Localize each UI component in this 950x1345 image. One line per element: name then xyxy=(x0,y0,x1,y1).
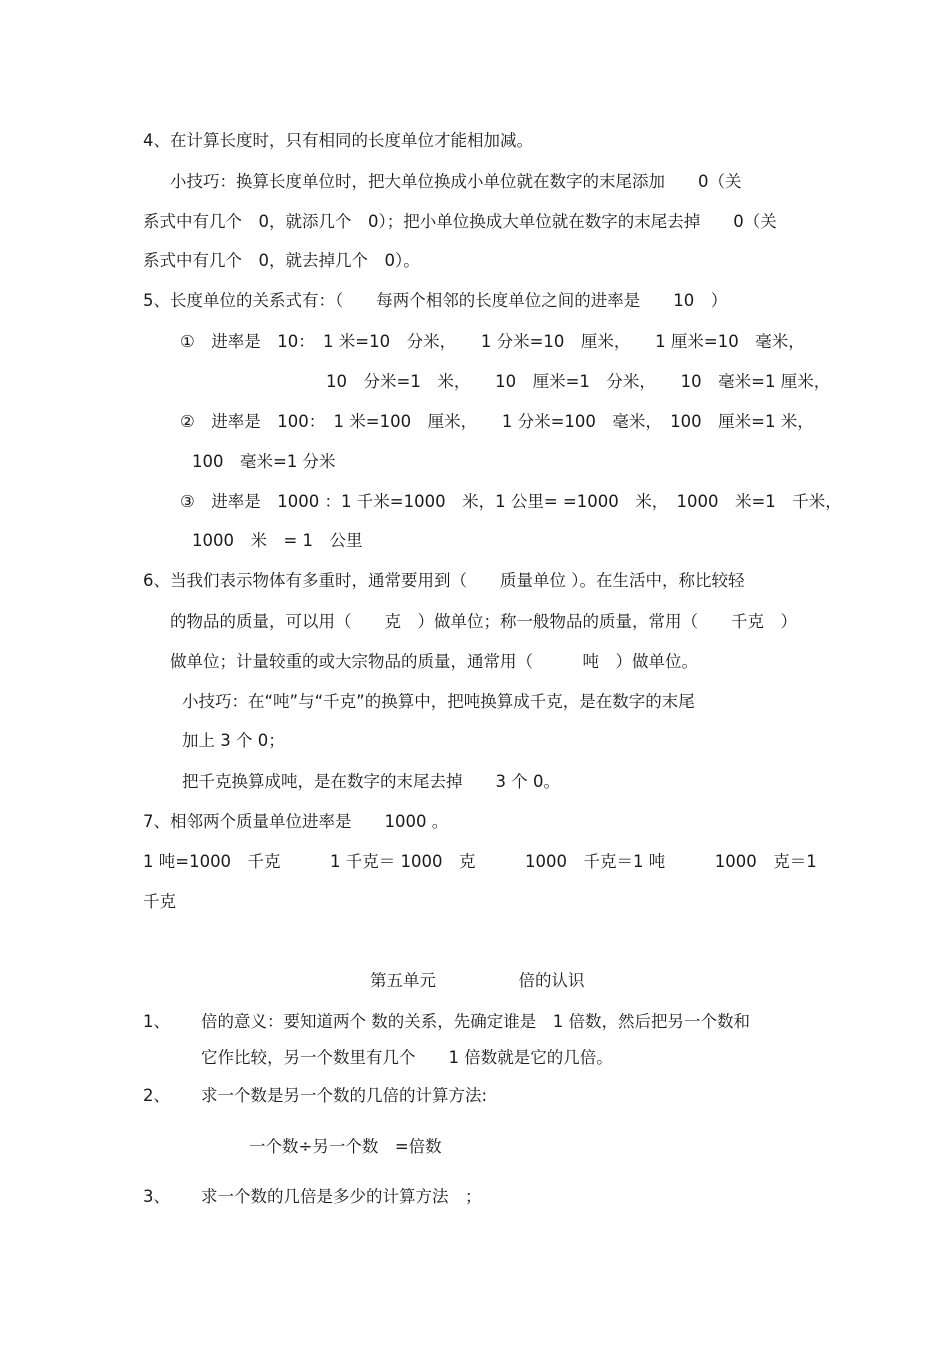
item-1-meaning-line-2: 它作比较，另一个数里有几个 1 倍数就是它的几倍。 xyxy=(201,1048,613,1067)
tip-length-conversion-line-1: 小技巧：换算长度单位时，把大单位换成小单位就在数字的末尾添加 0（关 xyxy=(170,172,742,191)
mass-relations-line-2: 千克 xyxy=(143,892,176,911)
item-2-number: 2、 xyxy=(143,1086,170,1105)
item-4-length-units-same: 4、在计算长度时，只有相同的长度单位才能相加减。 xyxy=(143,131,533,150)
tip-ton-kg-line-1: 小技巧：在“吨”与“千克”的换算中，把吨换算成千克，是在数字的末尾 xyxy=(182,692,695,711)
tip-kg-ton-line: 把千克换算成吨，是在数字的末尾去掉 3 个 0。 xyxy=(182,772,560,791)
rate-1000-line-2: 1000 米 = 1 公里 xyxy=(192,531,363,550)
mass-relations-line-1: 1 吨=1000 千克 1 千克＝ 1000 克 1000 千克＝1 吨 1000 克＝1 xyxy=(143,852,817,871)
item-3-method: 求一个数的几倍是多少的计算方法 ； xyxy=(201,1187,482,1206)
item-1-number: 1、 xyxy=(143,1012,170,1031)
rate-100-line-1: ② 进率是 100： 1 米=100 厘米， 1 分米=100 毫米， 100 厘米=1 米， xyxy=(180,412,814,431)
unit-5-heading: 第五单元 倍的认识 xyxy=(370,971,585,990)
item-5-length-relations: 5、长度单位的关系式有：（ 每两个相邻的长度单位之间的进率是 10 ） xyxy=(143,291,728,310)
tip-length-conversion-line-2: 系式中有几个 0，就添几个 0）；把小单位换成大单位就在数字的末尾去掉 0（关 xyxy=(143,212,777,231)
item-6-mass-units-line-3: 做单位；计量较重的或大宗物品的质量，通常用（ 吨 ）做单位。 xyxy=(170,652,698,671)
tip-length-conversion-line-3: 系式中有几个 0，就去掉几个 0）。 xyxy=(143,251,420,270)
item-2-formula: 一个数÷另一个数 =倍数 xyxy=(249,1137,442,1156)
tip-ton-kg-line-2: 加上 3 个 0； xyxy=(182,731,285,750)
item-7-mass-rate: 7、相邻两个质量单位进率是 1000 。 xyxy=(143,812,449,831)
item-2-method: 求一个数是另一个数的几倍的计算方法: xyxy=(201,1086,488,1105)
item-6-mass-units-line-2: 的物品的质量，可以用（ 克 ）做单位；称一般物品的质量，常用（ 千克 ） xyxy=(170,612,797,631)
item-3-number: 3、 xyxy=(143,1187,170,1206)
rate-100-line-2: 100 毫米=1 分米 xyxy=(192,452,336,471)
item-1-meaning-line-1: 倍的意义：要知道两个 数的关系，先确定谁是 1 倍数，然后把另一个数和 xyxy=(201,1012,750,1031)
rate-10-line-2: 10 分米=1 米， 10 厘米=1 分米， 10 毫米=1 厘米， xyxy=(326,372,831,391)
item-6-mass-units-line-1: 6、当我们表示物体有多重时，通常要用到（ 质量单位 ）。在生活中，称比较轻 xyxy=(143,571,745,590)
rate-10-line-1: ① 进率是 10： 1 米=10 分米， 1 分米=10 厘米， 1 厘米=10 毫米， xyxy=(180,332,805,351)
rate-1000-line-1: ③ 进率是 1000 ：1 千米=1000 米，1 公里= =1000 米， 1000 米=1 千米， xyxy=(180,492,842,511)
